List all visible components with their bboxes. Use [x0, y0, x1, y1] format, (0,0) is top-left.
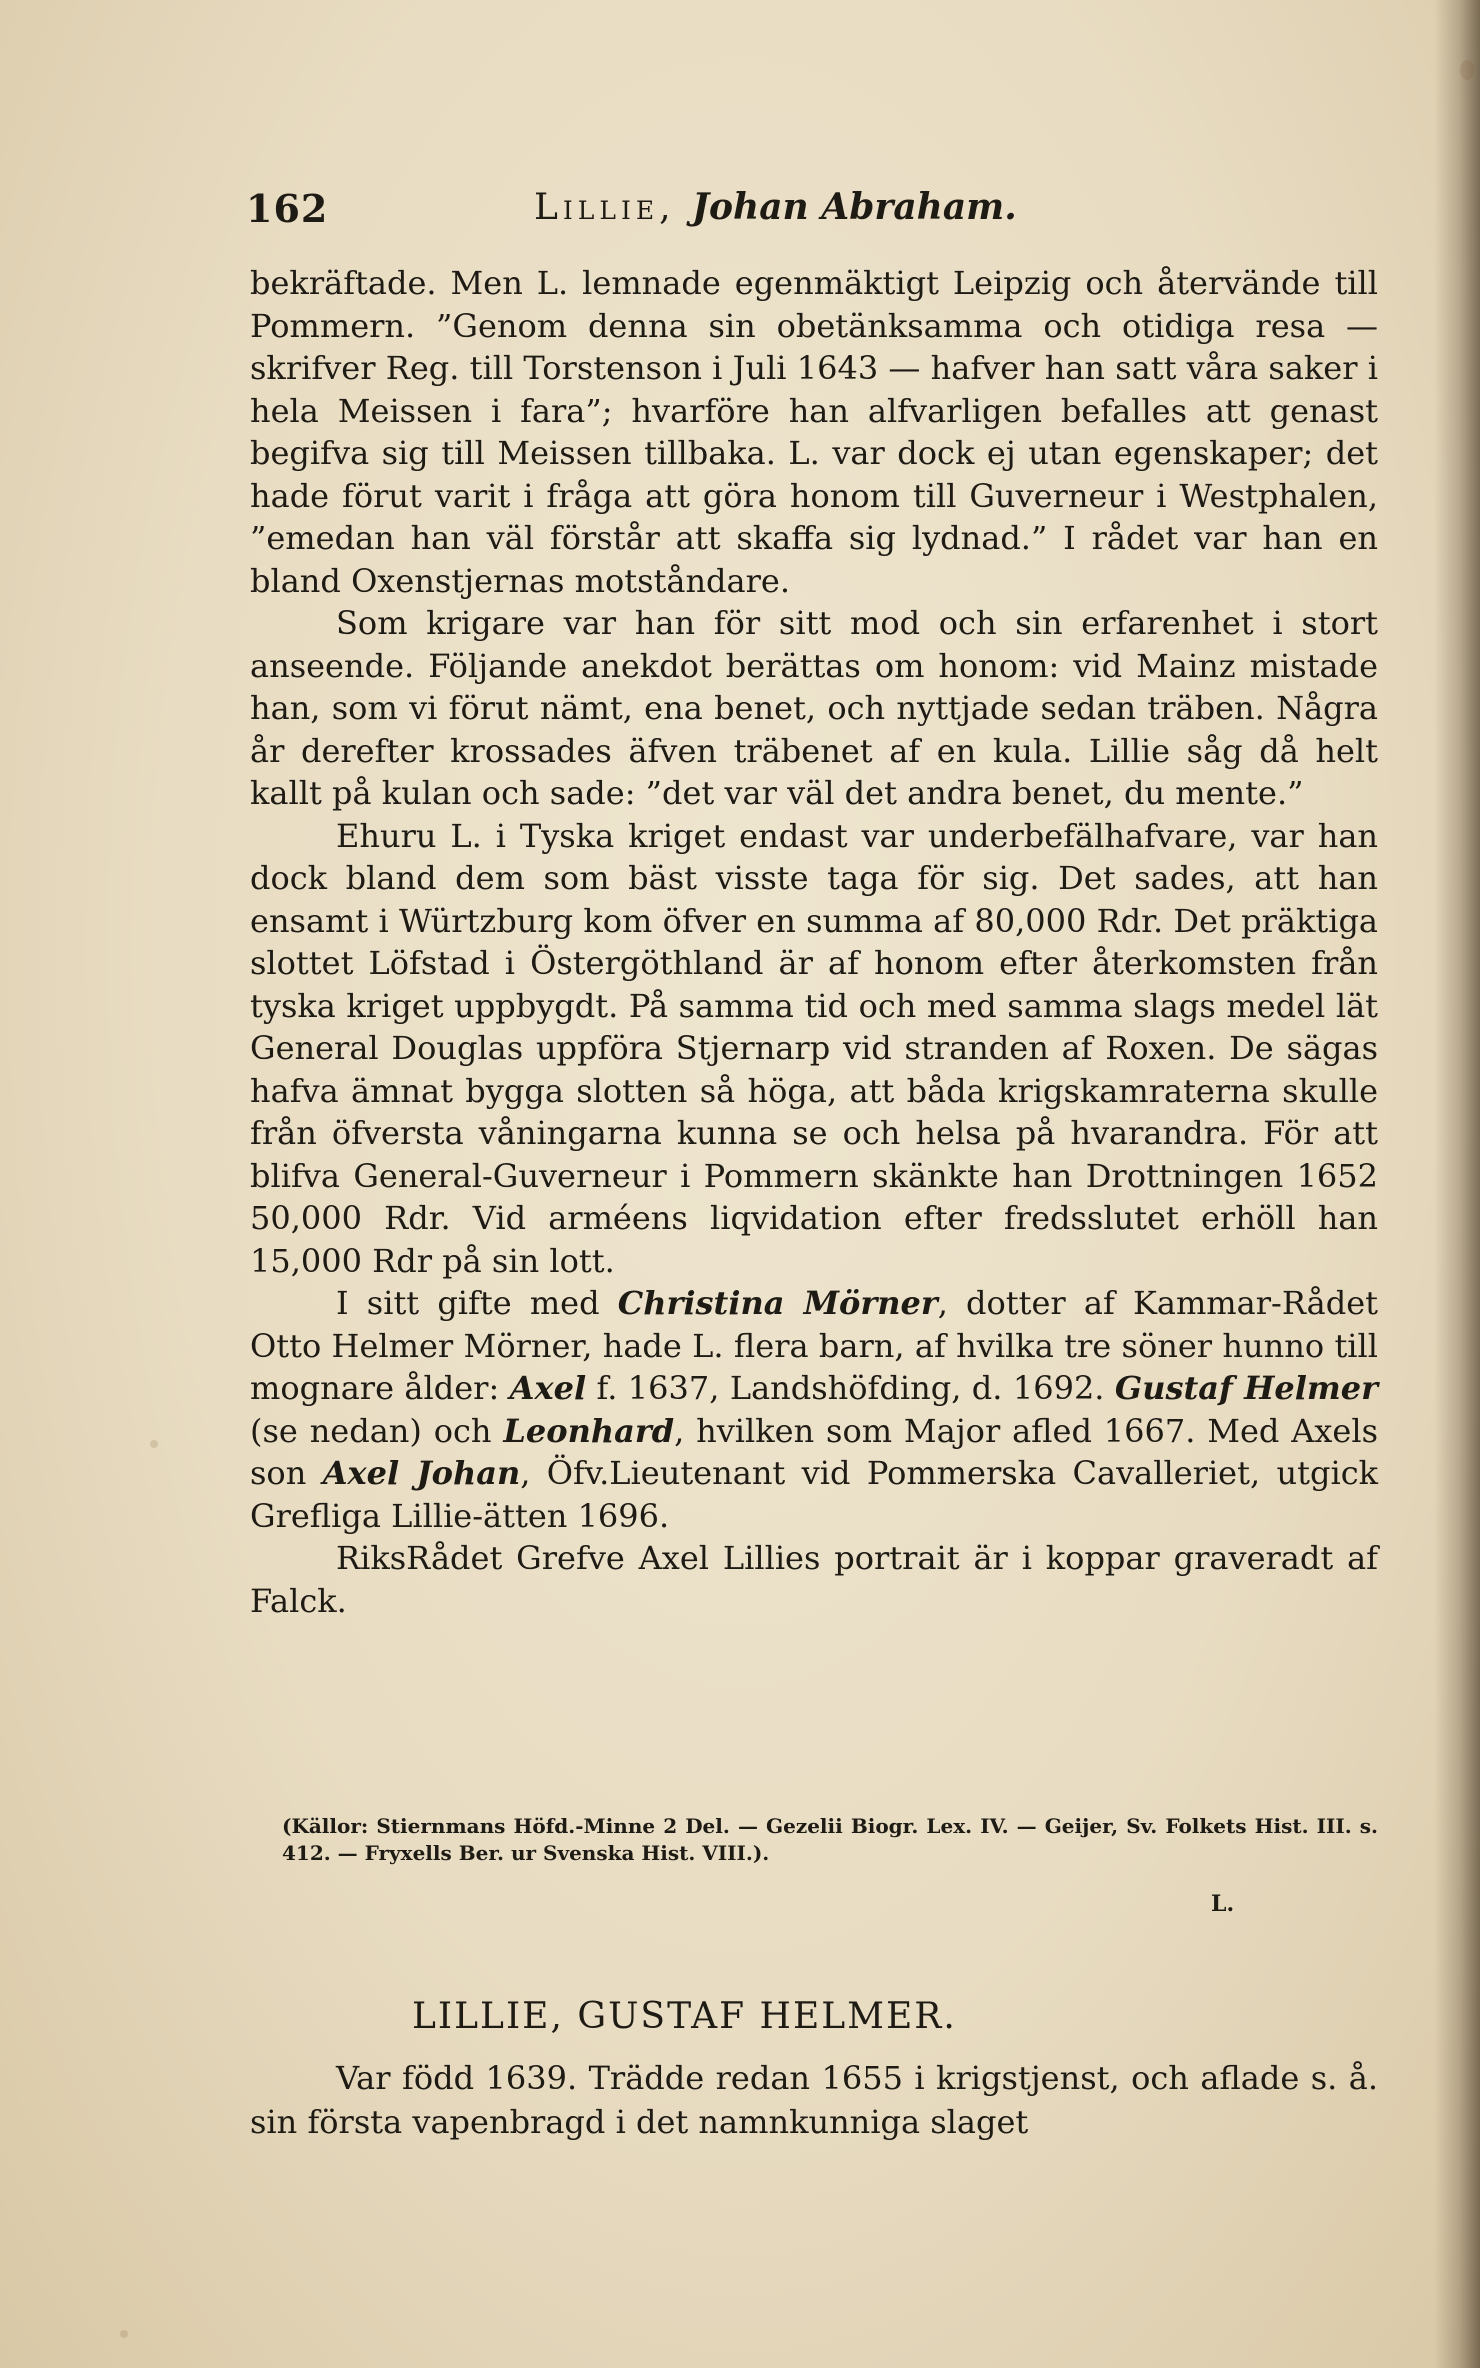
person-name: Gustaf Helmer	[1114, 1369, 1379, 1407]
paragraph-3: Ehuru L. i Tyska kriget endast var underbefälhafvare, var han dock bland dem som bäst visste taga för sig. Det sades, att han ensamt i Würtzburg kom öfver en summa af 80,000 Rdr. Det präktiga slottet Löfstad i Östergöthland är af honom efter återkomsten från tyska kriget uppbygdt. På samma tid och med samma slags medel lät General Douglas uppföra Stjernarp vid stranden af Roxen. De sägas hafva ämnat bygga slotten så höga, att båda krigskamraterna skulle från öfversta våningarna kunna se och helsa på hvarandra. För att blifva General-Guverneur i Pommern skänkte han Drottningen 1652 50,000 Rdr. Vid arméens liqvidation efter fredsslutet erhöll han 15,000 Rdr på sin lott.	[250, 816, 1378, 1280]
running-head-subtitle: Johan Abraham.	[692, 186, 1017, 228]
paragraph-4-part: , Öfv.Lieutenant vid Pommerska Cavalleriet, utgick Grefliga Lillie-ätten 1696.	[250, 1454, 1379, 1535]
paragraph-1: bekräftade. Men L. lemnade egenmäktigt Leipzig och återvände till Pommern. ”Genom denna sin obetänksamma och otidiga resa — skrifver Reg. till Torstenson i Juli 1643 — hafver han satt våra saker i hela Meissen i fara”; hvarföre han alfvarligen befalles att genast begifva sig till Meissen tillbaka. L. var dock ej utan egenskaper; det hade förut varit i fråga att göra honom till Guverneur i Westphalen, ”emedan han väl förstår att skaffa sig lydnad.” I rådet var han en bland Oxenstjernas motståndare.	[250, 264, 1378, 600]
person-name: Axel	[509, 1369, 587, 1407]
page-edge-shadow	[1434, 0, 1480, 2368]
paragraph-4	[250, 1282, 1378, 1537]
running-head	[534, 186, 1017, 228]
paragraph-4-part: , dotter af Kammar-Rådet Otto Helmer Mörner, hade L. flera barn, af hvilka tre söner hunno till mognare ålder:	[250, 1284, 1379, 1407]
running-head-name: Lillie,	[534, 187, 676, 228]
section-body	[250, 2056, 1378, 2144]
page-header	[246, 186, 1376, 246]
paragraph-4-part: (se nedan) och	[250, 1411, 504, 1450]
person-name: Axel Johan	[322, 1454, 521, 1492]
paragraph-4-part: f. 1637, Landshöfding, d. 1692.	[586, 1369, 1115, 1407]
author-signature: L.	[1211, 1891, 1235, 1917]
article-body	[250, 262, 1378, 1622]
person-name: Leonhard	[503, 1411, 675, 1450]
section-title: LILLIE, GUSTAF HELMER.	[412, 1996, 957, 2037]
sources-note: (Källor: Stiernmans Höfd.-Minne 2 Del. — Gezelii Biogr. Lex. IV. — Geijer, Sv. Folkets Hist. III. s. 412. — Fryxells Ber. ur Svenska Hist. VIII.).	[282, 1814, 1378, 1865]
paper-stain	[1460, 60, 1474, 80]
paper-stain	[150, 1440, 158, 1448]
paragraph-5: RiksRådet Grefve Axel Lillies portrait är i koppar graveradt af Falck.	[250, 1539, 1378, 1620]
page-number: 162	[246, 186, 329, 231]
paragraph-4-part: I sitt gifte med	[336, 1284, 618, 1322]
paper-stain	[120, 2330, 128, 2338]
section-paragraph: Var född 1639. Trädde redan 1655 i krigstjenst, och aflade s. å. sin första vapenbragd i det namnkunniga slaget	[250, 2059, 1378, 2141]
paragraph-4-part: , hvilken som Major afled 1667. Med Axels son	[250, 1411, 1378, 1492]
paragraph-2: Som krigare var han för sitt mod och sin erfarenhet i stort anseende. Följande anekdot berättas om honom: vid Mainz mistade han, som vi förut nämt, ena benet, och nyttjade sedan träben. Några år derefter krossades äfven träbenet af en kula. Lillie såg då helt kallt på kulan och sade: ”det var väl det andra benet, du mente.”	[250, 604, 1378, 812]
person-name: Christina Mörner	[617, 1284, 938, 1322]
